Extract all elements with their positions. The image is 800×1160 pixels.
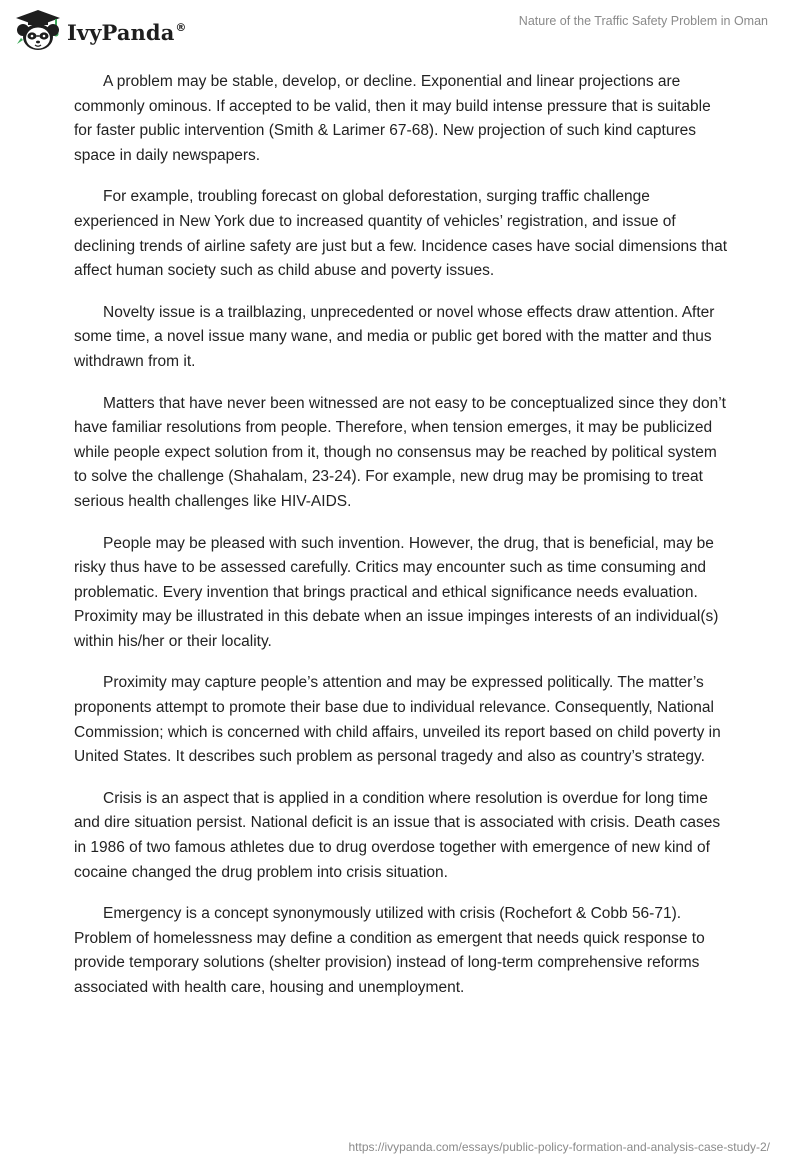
paragraph: People may be pleased with such invention. However, the drug, that is beneficial, may be risky thus have to be assessed carefully. Critics may encounter such as time consuming and problematic. Every invention that brings practical and ethical significance needs evaluation. Proximity may be illustrated in this debate when an issue impinges interests of an individual(s) within his/her or their locality.: [74, 534, 719, 650]
paragraph: For example, troubling forecast on global deforestation, surging traffic challenge experienced in New York due to increased quantity of vehicles’ registration, and issue of declining trends of airline safety are just but a few. Incidence cases have social dimensions that affect human society such as child abuse and poverty issues.: [74, 188, 728, 280]
document-title: Nature of the Traffic Safety Problem in Oman: [518, 14, 768, 28]
paragraph: Crisis is an aspect that is applied in a condition where resolution is overdue for long time and dire situation persist. National deficit is an issue that is associated with crisis. Death cases in 1986 of two famous athletes due to drug overdose together with emergence of new kind of cocaine changed the drug problem into crisis situation.: [74, 789, 721, 881]
paragraph: A problem may be stable, develop, or decline. Exponential and linear projections are commonly ominous. If accepted to be valid, then it may build intense pressure that is suitable for faster public intervention (Smith & Larimer 67-68). New projection of such kind captures space in daily newspapers.: [74, 73, 711, 164]
paragraph: Emergency is a concept synonymously utilized with crisis (Rochefort & Cobb 56-71). Problem of homelessness may define a condition as emergent that needs quick response to provide temporary solutions (shelter provision) instead of long-term comprehensive reforms associated with health care, housing and unemployment.: [74, 905, 705, 996]
paragraph: Novelty issue is a trailblazing, unprecedented or novel whose effects draw attention. After some time, a novel issue many wane, and media or public get bored with the matter and thus withdrawn from it.: [74, 303, 715, 370]
brand-name: IvyPanda®: [67, 19, 187, 45]
ivypanda-logo[interactable]: [14, 8, 187, 52]
registered-mark: ®: [175, 20, 187, 34]
paragraph: Matters that have never been witnessed are not easy to be conceptualized since they don’t have familiar resolutions from people. Therefore, when tension emerges, it may be publicized while people expect solution from it, though no consensus may be reached by political system to solve the challenge (Shahalam, 23-24). For example, new drug may be promising to treat serious health challenges like HIV-AIDS.: [74, 394, 726, 510]
page-header: [0, 0, 800, 70]
panda-graduate-icon: [14, 8, 62, 52]
paragraph: Proximity may capture people’s attention and may be expressed politically. The matter’s proponents attempt to promote their base due to individual relevance. Consequently, National Commission; which is concerned with child affairs, unveiled its report based on child poverty in United States. It describes such problem as personal tragedy and also as country’s strategy.: [74, 674, 721, 766]
source-url[interactable]: https://ivypanda.com/essays/public-policy-formation-and-analysis-case-study-2/: [348, 1140, 770, 1154]
essay-body: [74, 70, 728, 1018]
